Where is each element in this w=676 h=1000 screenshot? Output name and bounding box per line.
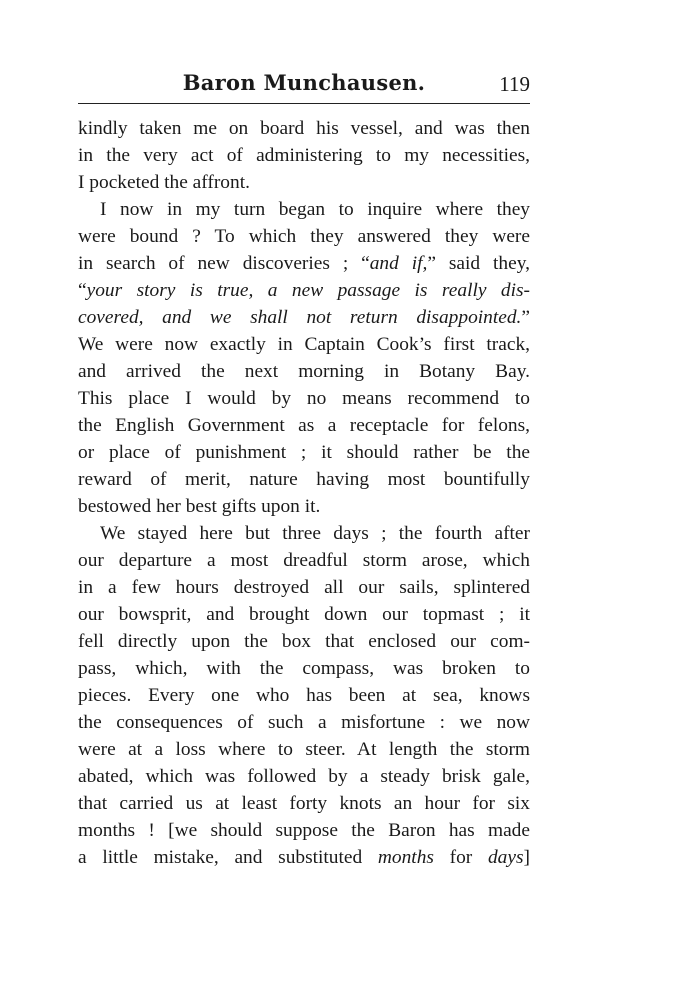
text-line: our bowsprit, and brought down our topmast ; it [78, 604, 530, 625]
running-head [78, 70, 530, 104]
text-line: abated, which was followed by a steady brisk gale, [78, 766, 530, 787]
paragraph-2 [78, 196, 530, 520]
text-line: bestowed her best gifts upon it. [78, 496, 321, 517]
running-title: Baron Munchausen. [182, 70, 426, 95]
text-line: I pocketed the affront. [78, 172, 250, 193]
text-line: in search of new discoveries ; “and if,” said they, [78, 253, 530, 274]
body-text [78, 115, 530, 871]
text-line: pass, which, with the compass, was broken to [78, 658, 530, 679]
text-line: the English Government as a receptacle for felons, [78, 415, 530, 436]
text-line: were bound ? To which they answered they were [78, 226, 530, 247]
text-line: the consequences of such a misfortune : we now [78, 712, 530, 733]
text-line: pieces. Every one who has been at sea, knows [78, 685, 530, 706]
text-line: or place of punishment ; it should rather be the [78, 442, 530, 463]
paragraph-3 [78, 520, 530, 871]
text-line: a little mistake, and substituted months for days] [78, 847, 530, 868]
text-line: I now in my turn began to inquire where they [100, 199, 530, 220]
text-line: covered, and we shall not return disappointed.” [78, 307, 530, 328]
text-line: months ! [we should suppose the Baron has made [78, 820, 530, 841]
text-line: “your story is true, a new passage is really dis- [78, 280, 530, 301]
text-line: were at a loss where to steer. At length the storm [78, 739, 530, 760]
text-line: and arrived the next morning in Botany Bay. [78, 361, 530, 382]
header-rule [78, 103, 530, 104]
text-line: kindly taken me on board his vessel, and was then [78, 118, 530, 139]
text-line: our departure a most dreadful storm arose, which [78, 550, 530, 571]
text-line: that carried us at least forty knots an hour for six [78, 793, 530, 814]
text-line: This place I would by no means recommend to [78, 388, 530, 409]
text-line: fell directly upon the box that enclosed our com- [78, 631, 530, 652]
text-line: reward of merit, nature having most bountifully [78, 469, 530, 490]
text-line: in a few hours destroyed all our sails, splintered [78, 577, 530, 598]
text-line: We were now exactly in Captain Cook’s first track, [78, 334, 530, 355]
text-line: We stayed here but three days ; the fourth after [100, 523, 530, 544]
text-line: in the very act of administering to my necessities, [78, 145, 530, 166]
page-number: 119 [499, 72, 530, 96]
paragraph-1 [78, 115, 530, 196]
